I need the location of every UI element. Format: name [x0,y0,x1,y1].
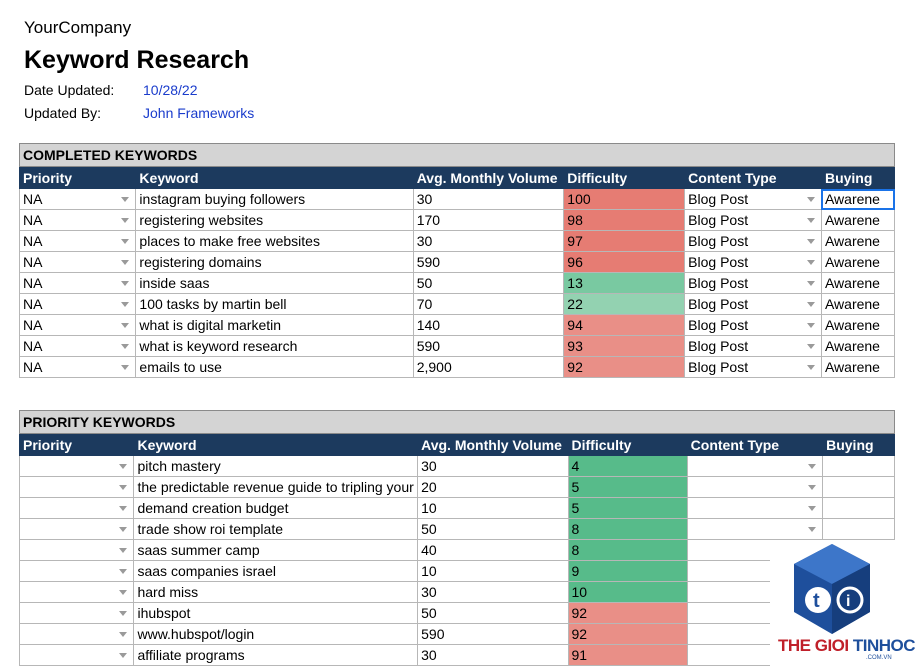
difficulty-cell-value: 10 [571,584,588,600]
content-type-cell[interactable] [685,210,822,231]
keyword-cell-value: ihubspot [137,605,191,621]
table-row [20,294,895,315]
volume-cell[interactable] [418,477,568,498]
priority-cell-value: NA [23,296,43,312]
table-row [20,603,895,624]
priority-cell[interactable] [20,624,134,645]
table-row [20,624,895,645]
difficulty-cell[interactable] [568,477,687,498]
content-type-cell-value: Blog Post [688,275,749,291]
priority-cell-value: NA [23,359,43,375]
table-row [20,645,895,666]
keyword-cell-value: 100 tasks by martin bell [139,296,287,312]
col-header-priority[interactable]: Priority [20,167,136,189]
content-type-cell[interactable] [685,294,822,315]
table-row [20,252,895,273]
volume-cell[interactable] [413,294,564,315]
volume-cell[interactable] [413,273,564,294]
difficulty-cell-value: 100 [567,191,591,207]
content-type-cell[interactable] [685,357,822,378]
dropdown-arrow-icon[interactable] [119,632,127,637]
difficulty-cell[interactable] [564,252,685,273]
difficulty-cell-value: 97 [567,233,583,249]
buying-cell[interactable] [821,210,894,231]
difficulty-cell[interactable] [564,357,685,378]
completed-section-title: COMPLETED KEYWORDS [20,144,895,167]
keyword-cell-value: trade show roi template [137,521,284,537]
dropdown-arrow-icon[interactable] [121,302,129,307]
content-type-cell[interactable] [685,336,822,357]
difficulty-cell-value: 93 [567,338,583,354]
svg-text:i: i [846,593,851,610]
keyword-cell[interactable] [134,477,418,498]
dropdown-arrow-icon[interactable] [807,323,815,328]
content-type-cell[interactable] [685,252,822,273]
priority-cell-value: NA [23,212,43,228]
buying-cell-value: Awarene [824,317,880,333]
volume-cell[interactable] [413,210,564,231]
difficulty-cell-value: 5 [571,500,580,516]
dropdown-arrow-icon[interactable] [121,218,129,223]
buying-cell-value: Awarene [824,191,880,207]
dropdown-arrow-icon[interactable] [121,239,129,244]
dropdown-arrow-icon[interactable] [807,260,815,265]
buying-cell[interactable] [821,357,894,378]
col-header-difficulty[interactable]: Difficulty [564,167,685,189]
volume-cell[interactable] [418,582,568,603]
difficulty-cell[interactable] [568,582,687,603]
table-row [20,561,895,582]
keyword-cell-value: demand creation budget [137,500,289,516]
completed-keywords-table [19,143,895,378]
table-row [20,189,895,210]
priority-cell-value: NA [23,317,43,333]
keyword-cell[interactable] [134,540,418,561]
buying-cell-value: Awarene [824,338,880,354]
content-type-cell-value: Blog Post [688,254,749,270]
dropdown-arrow-icon[interactable] [807,218,815,223]
priority-cell[interactable] [20,477,134,498]
difficulty-cell-value: 4 [571,458,580,474]
column-header-row [20,434,895,456]
volume-cell-value: 170 [416,212,441,228]
difficulty-cell[interactable] [568,540,687,561]
difficulty-cell[interactable] [568,624,687,645]
content-type-cell-value: Blog Post [688,212,749,228]
keyword-cell-value: saas companies israel [137,563,276,579]
date-updated-label: Date Updated: [24,82,115,98]
volume-cell-value: 30 [421,647,437,663]
date-updated-value[interactable]: 10/28/22 [143,82,198,98]
volume-cell[interactable] [418,624,568,645]
keyword-cell[interactable] [136,231,413,252]
keyword-cell[interactable] [134,456,418,477]
volume-cell-value: 590 [421,626,445,642]
keyword-cell[interactable] [136,189,413,210]
col-header-volume[interactable]: Avg. Monthly Volume [413,167,564,189]
keyword-cell-value: the predictable revenue guide to tripling your [137,479,414,495]
dropdown-arrow-icon[interactable] [119,590,127,595]
dropdown-arrow-icon[interactable] [121,365,129,370]
keyword-cell-value: registering domains [139,254,262,270]
table-row [20,315,895,336]
keyword-cell-value: www.hubspot/login [137,626,255,642]
buying-cell[interactable] [821,315,894,336]
watermark-logo [770,540,915,667]
col-header-volume[interactable]: Avg. Monthly Volume [418,434,568,456]
priority-cell[interactable] [20,645,134,666]
buying-cell-value: Awarene [824,275,880,291]
priority-cell[interactable] [20,357,136,378]
col-header-priority[interactable]: Priority [20,434,134,456]
keyword-cell-value: what is digital marketin [139,317,282,333]
table-row [20,273,895,294]
buying-cell[interactable] [823,519,895,540]
keyword-cell-value: instagram buying followers [139,191,306,207]
keyword-cell-value: hard miss [137,584,199,600]
content-type-cell-value: Blog Post [688,233,749,249]
buying-cell-value: Awarene [824,359,880,375]
buying-cell[interactable] [823,456,895,477]
table-row [20,582,895,603]
watermark-text [778,636,915,656]
difficulty-cell-value: 92 [567,359,583,375]
company-name: YourCompany [24,18,132,37]
keyword-cell[interactable] [136,210,413,231]
volume-cell[interactable] [418,603,568,624]
content-type-cell-value: Blog Post [688,338,749,354]
keyword-cell-value: places to make free websites [139,233,320,249]
keyword-cell[interactable] [134,624,418,645]
keyword-cell[interactable] [136,273,413,294]
dropdown-arrow-icon[interactable] [119,485,127,490]
difficulty-cell[interactable] [564,273,685,294]
buying-cell[interactable] [821,273,894,294]
buying-cell-value: Awarene [824,233,880,249]
priority-cell[interactable] [20,582,134,603]
content-type-cell-value: Blog Post [688,359,749,375]
dropdown-arrow-icon[interactable] [119,653,127,658]
content-type-cell[interactable] [685,189,822,210]
dropdown-arrow-icon[interactable] [807,281,815,286]
priority-cell[interactable] [20,603,134,624]
volume-cell-value: 10 [421,500,437,516]
volume-cell-value: 50 [416,275,433,291]
watermark-subtext: .COM.VN [866,655,892,661]
priority-keywords-table [19,410,895,666]
dropdown-arrow-icon[interactable] [119,611,127,616]
priority-cell[interactable] [20,252,136,273]
buying-cell[interactable] [821,189,894,210]
section-header-row [20,411,895,434]
dropdown-arrow-icon[interactable] [807,197,815,202]
dropdown-arrow-icon[interactable] [807,302,815,307]
difficulty-cell[interactable] [568,519,687,540]
content-type-cell[interactable] [685,231,822,252]
difficulty-cell[interactable] [564,294,685,315]
volume-cell-value: 30 [416,233,433,249]
keyword-cell-value: pitch mastery [137,458,221,474]
dropdown-arrow-icon[interactable] [808,527,816,532]
difficulty-cell-value: 94 [567,317,583,333]
dropdown-arrow-icon[interactable] [119,548,127,553]
buying-cell[interactable] [823,498,895,519]
difficulty-cell-value: 92 [571,626,588,642]
difficulty-cell[interactable] [568,645,687,666]
priority-cell[interactable] [20,231,136,252]
content-type-cell[interactable] [685,315,822,336]
difficulty-cell-value: 5 [571,479,580,495]
content-type-cell-value: Blog Post [688,191,749,207]
keyword-cell[interactable] [134,603,418,624]
col-header-buying[interactable]: Buying [823,434,895,456]
keyword-cell-value: affiliate programs [137,647,245,663]
volume-cell[interactable] [413,231,564,252]
col-header-buying[interactable]: Buying [821,167,894,189]
volume-cell-value: 40 [421,542,437,558]
priority-cell[interactable] [20,273,136,294]
dropdown-arrow-icon[interactable] [807,365,815,370]
keyword-cell[interactable] [136,294,413,315]
col-header-content-type[interactable]: Content Type [687,434,822,456]
difficulty-cell-value: 91 [571,647,588,663]
difficulty-cell[interactable] [564,231,685,252]
keyword-cell-value: inside saas [139,275,210,291]
content-type-cell[interactable] [687,519,822,540]
priority-cell[interactable] [20,456,134,477]
priority-cell-value: NA [23,191,43,207]
volume-cell[interactable] [413,336,564,357]
priority-cell[interactable] [20,189,136,210]
cube-logo-icon [770,540,895,640]
volume-cell-value: 30 [416,191,433,207]
buying-cell[interactable] [821,252,894,273]
volume-cell[interactable] [413,357,564,378]
buying-cell[interactable] [821,231,894,252]
volume-cell-value: 70 [416,296,433,312]
priority-cell[interactable] [20,315,136,336]
priority-cell[interactable] [20,561,134,582]
keyword-cell-value: emails to use [139,359,222,375]
difficulty-cell[interactable] [568,561,687,582]
dropdown-arrow-icon[interactable] [119,506,127,511]
keyword-cell[interactable] [134,519,418,540]
priority-section-title: PRIORITY KEYWORDS [20,411,895,434]
content-type-cell[interactable] [685,273,822,294]
priority-cell-value: NA [23,338,43,354]
dropdown-arrow-icon[interactable] [119,464,127,469]
volume-cell[interactable] [413,252,564,273]
priority-cell[interactable] [20,336,136,357]
content-type-cell[interactable] [687,477,822,498]
watermark-text-part1: THE GIOI [778,636,853,655]
difficulty-cell[interactable] [568,498,687,519]
dropdown-arrow-icon[interactable] [121,260,129,265]
volume-cell-value: 20 [421,479,437,495]
difficulty-cell-value: 8 [571,521,580,537]
volume-cell[interactable] [418,561,568,582]
content-type-cell[interactable] [687,456,822,477]
keyword-cell[interactable] [134,498,418,519]
dropdown-arrow-icon[interactable] [121,344,129,349]
volume-cell-value: 50 [421,521,437,537]
content-type-cell-value: Blog Post [688,317,749,333]
keyword-cell-value: registering websites [139,212,264,228]
buying-cell[interactable] [821,294,894,315]
volume-cell-value: 10 [421,563,437,579]
col-header-keyword[interactable]: Keyword [134,434,418,456]
difficulty-cell-value: 8 [571,542,580,558]
page-title: Keyword Research [24,46,250,74]
buying-cell[interactable] [823,477,895,498]
buying-cell[interactable] [821,336,894,357]
table-row [20,231,895,252]
keyword-cell[interactable] [136,336,413,357]
updated-by-label: Updated By: [24,105,102,121]
difficulty-cell-value: 13 [567,275,583,291]
priority-cell[interactable] [20,294,136,315]
keyword-cell[interactable] [136,315,413,336]
updated-by-value[interactable]: John Frameworks [143,105,255,121]
keyword-cell-value: what is keyword research [139,338,298,354]
keyword-cell[interactable] [134,561,418,582]
priority-cell-value: NA [23,233,43,249]
dropdown-arrow-icon[interactable] [807,239,815,244]
volume-cell[interactable] [413,315,564,336]
volume-cell-value: 140 [416,317,441,333]
dropdown-arrow-icon[interactable] [808,506,816,511]
volume-cell-value: 590 [416,338,441,354]
col-header-difficulty[interactable]: Difficulty [568,434,687,456]
col-header-keyword[interactable]: Keyword [136,167,413,189]
volume-cell[interactable] [413,189,564,210]
dropdown-arrow-icon[interactable] [808,464,816,469]
table-row [20,336,895,357]
keyword-cell[interactable] [136,252,413,273]
table-row [20,540,895,561]
volume-cell[interactable] [418,498,568,519]
volume-cell-value: 2,900 [416,359,452,375]
difficulty-cell[interactable] [564,336,685,357]
volume-cell-value: 590 [416,254,441,270]
difficulty-cell-value: 98 [567,212,583,228]
watermark-text-part2: TINHOC [852,636,915,655]
priority-cell[interactable] [20,519,134,540]
difficulty-cell[interactable] [564,315,685,336]
volume-cell[interactable] [418,456,568,477]
table-row [20,357,895,378]
difficulty-cell-value: 22 [567,296,583,312]
priority-cell-value: NA [23,254,43,270]
keyword-cell[interactable] [134,645,418,666]
priority-cell[interactable] [20,540,134,561]
keyword-cell[interactable] [134,582,418,603]
buying-cell-value: Awarene [824,296,880,312]
priority-cell[interactable] [20,210,136,231]
volume-cell[interactable] [418,540,568,561]
dropdown-arrow-icon[interactable] [121,323,129,328]
difficulty-cell[interactable] [568,456,687,477]
content-type-cell-value: Blog Post [688,296,749,312]
content-type-cell[interactable] [687,498,822,519]
table-row [20,477,895,498]
difficulty-cell[interactable] [564,210,685,231]
dropdown-arrow-icon[interactable] [121,197,129,202]
priority-cell[interactable] [20,498,134,519]
volume-cell-value: 30 [421,458,437,474]
difficulty-cell[interactable] [564,189,685,210]
table-row [20,456,895,477]
volume-cell-value: 30 [421,584,437,600]
keyword-cell[interactable] [136,357,413,378]
keyword-cell-value: saas summer camp [137,542,260,558]
difficulty-cell-value: 9 [571,563,580,579]
dropdown-arrow-icon[interactable] [808,485,816,490]
dropdown-arrow-icon[interactable] [807,344,815,349]
difficulty-cell-value: 96 [567,254,583,270]
difficulty-cell-value: 92 [571,605,588,621]
table-row [20,519,895,540]
svg-text:t: t [813,590,820,612]
volume-cell[interactable] [418,645,568,666]
dropdown-arrow-icon[interactable] [121,281,129,286]
dropdown-arrow-icon[interactable] [119,527,127,532]
volume-cell[interactable] [418,519,568,540]
buying-cell-value: Awarene [824,254,880,270]
buying-cell-value: Awarene [824,212,880,228]
priority-cell-value: NA [23,275,43,291]
volume-cell-value: 50 [421,605,437,621]
difficulty-cell[interactable] [568,603,687,624]
section-header-row [20,144,895,167]
column-header-row [20,167,895,189]
table-row [20,498,895,519]
dropdown-arrow-icon[interactable] [119,569,127,574]
col-header-content-type[interactable]: Content Type [685,167,822,189]
table-row [20,210,895,231]
